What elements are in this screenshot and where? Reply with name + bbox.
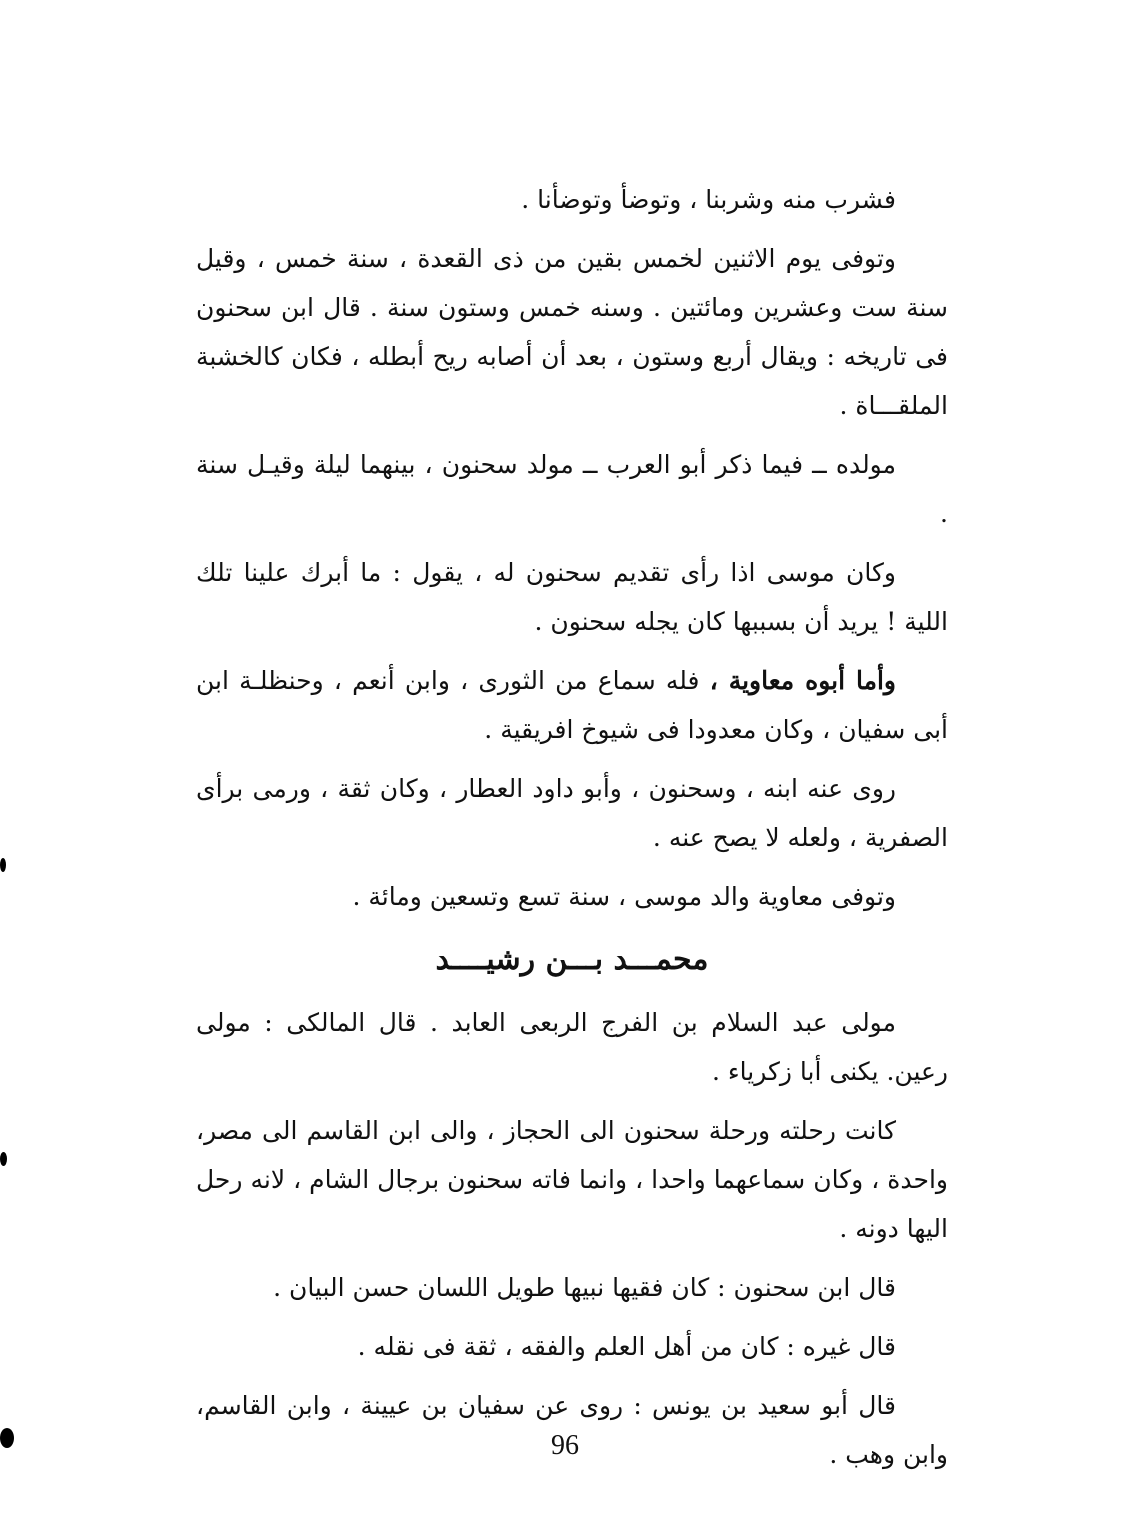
- paragraph-journey: كانت رحلته ورحلة سحنون الى الحجاز ، والى ابن القاسم الى مصر، واحدة ، وكان سماعهما واحدا ، وانما فاته سحنون برجال الشام ، لانه رحل اليها دونه .: [196, 1116, 948, 1243]
- abu-muawiya-lead: وأما أبوه معاوية ،: [709, 666, 896, 695]
- paragraph-narrators: روى عنه ابنه ، وسحنون ، وأبو داود العطار ، وكان ثقة ، ورمى برأى الصفرية ، ولعله لا يصح عنه .: [196, 774, 948, 852]
- section-heading: محمـــد بـــن رشيــــد: [435, 942, 709, 977]
- paragraph-musa-saying: وكان موسى اذا رأى تقديم سحنون له ، يقول : ما أبرك علينا تلك اللية ! يريد أن بسببها كان يجله سحنون .: [196, 558, 948, 636]
- abu-muawiya-rest: فله سماع من الثورى ، وابن أنعم ، وحنظلـة ابن أبى سفيان ، وكان معدودا فى شيوخ افريقية .: [196, 666, 948, 744]
- paragraph-opening: فشرب منه وشربنا ، وتوضأ وتوضأنا .: [521, 185, 896, 214]
- paragraph-birth: مولده ــ فيما ذكر أبو العرب ــ مولد سحنون ، بينهما ليلة وقيـل سنة .: [196, 450, 948, 528]
- page-number: 96: [551, 1430, 579, 1461]
- body-text: [196, 175, 948, 1489]
- paragraph-death-date: وتوفى يوم الاثنين لخمس بقين من ذى القعدة ، سنة خمس ، وقيل سنة ست وعشرين ومائتين . وسنه خمس وستون سنة . قال ابن سحنون فى تاريخه : ويقال أربع وستون ، بعد أن أصابه ريح أبطله ، فكان كالخشبة الملقـــاة .: [196, 244, 948, 420]
- paragraph-mawla: مولى عبد السلام بن الفرج الربعى العابد . قال المالكى : مولى رعين. يكنى أبا زكرياء .: [196, 1008, 948, 1086]
- scan-mark: [0, 858, 6, 872]
- paragraph-abu-muawiya: [196, 656, 948, 754]
- paragraph-other-quote: قال غيره : كان من أهل العلم والفقه ، ثقة فى نقله .: [357, 1332, 896, 1361]
- paragraph-ibn-yunus-quote: قال أبو سعيد بن يونس : روى عن سفيان بن عيينة ، وابن القاسم، وابن وهب .: [196, 1391, 948, 1469]
- paragraph-ibn-sahnun-quote: قال ابن سحنون : كان فقيها نبيها طويل اللسان حسن البيان .: [273, 1273, 896, 1302]
- scan-mark: [0, 1152, 7, 1166]
- scan-mark: [0, 1428, 14, 1448]
- paragraph-muawiya-death: وتوفى معاوية والد موسى ، سنة تسع وتسعين ومائة .: [352, 882, 896, 911]
